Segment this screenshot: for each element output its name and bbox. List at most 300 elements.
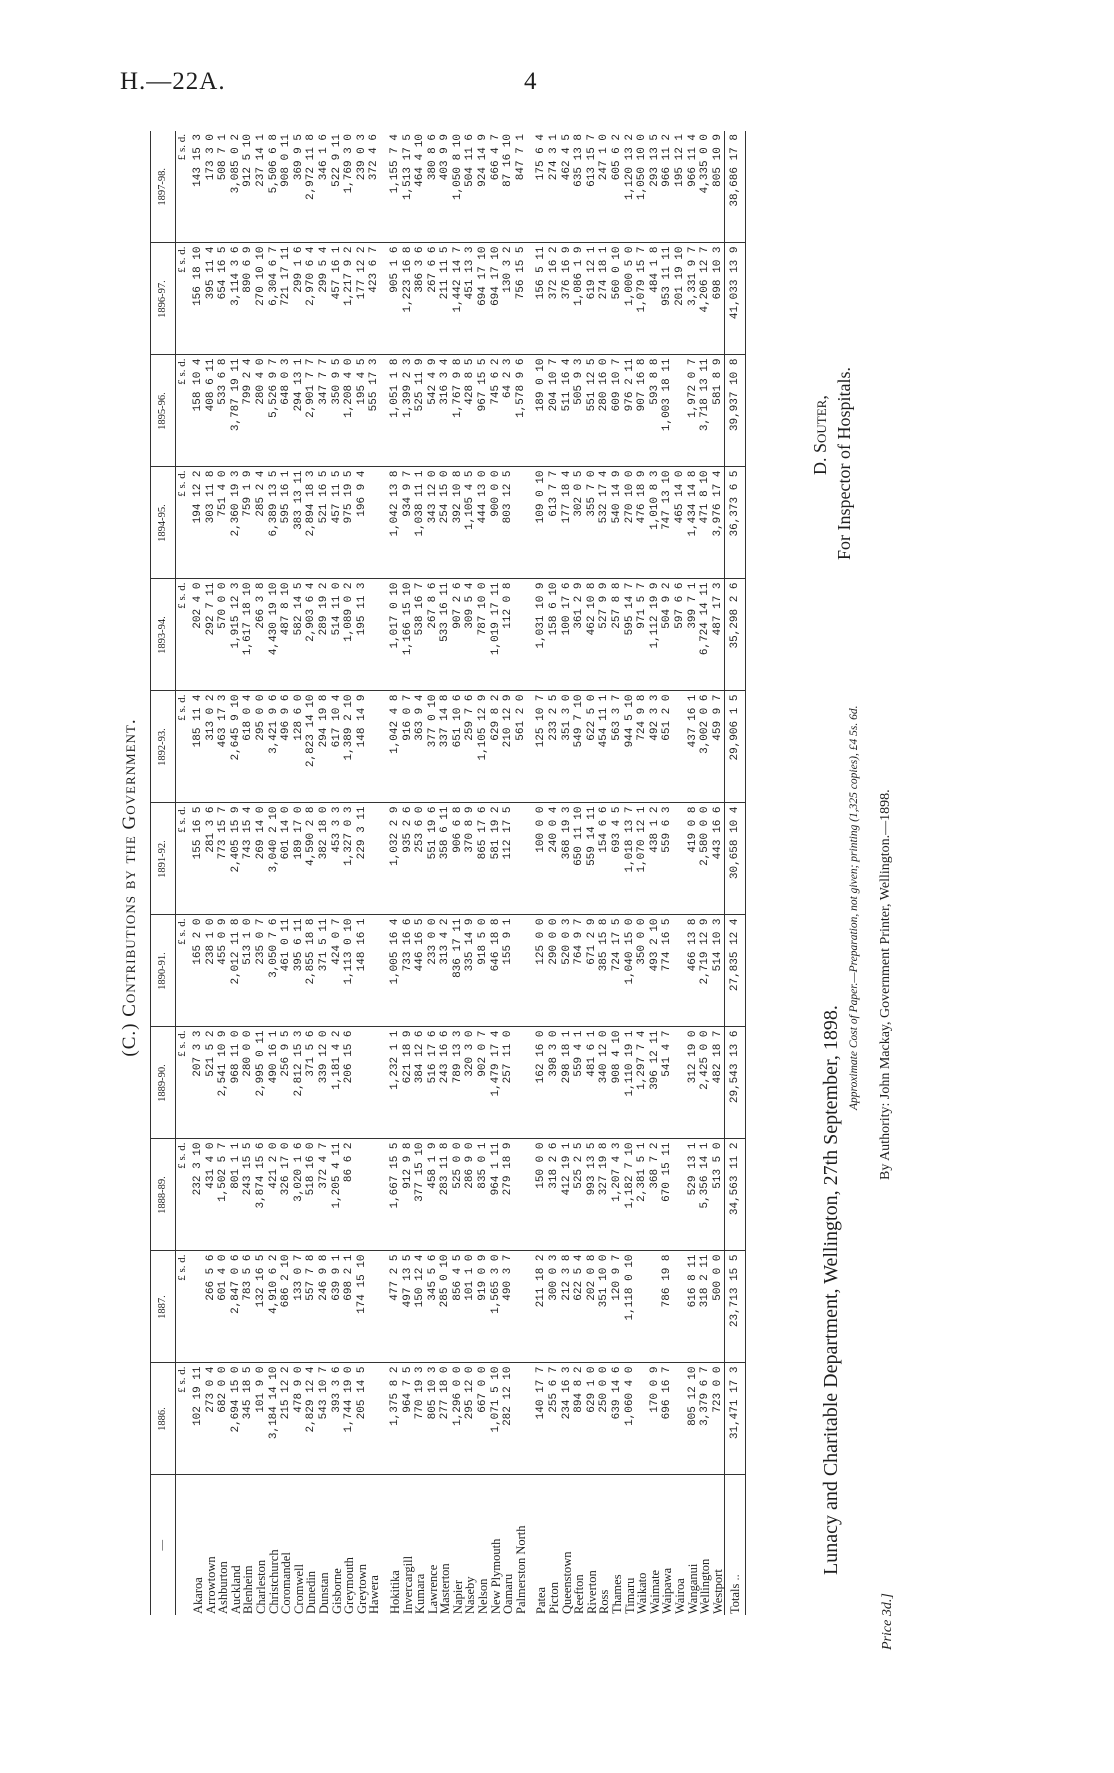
value-cell: 274 3 1 bbox=[548, 131, 561, 243]
table-row bbox=[343, 131, 356, 1615]
value-cell: 756 15 5 bbox=[515, 243, 528, 355]
value-cell: 2,901 7 7 bbox=[305, 355, 318, 467]
value-cell: 133 0 7 bbox=[293, 1251, 306, 1363]
value-cell: 966 11 2 bbox=[661, 131, 674, 243]
value-cell: 618 0 4 bbox=[242, 691, 255, 803]
value-cell: 555 17 3 bbox=[368, 355, 381, 467]
year-header: 1887. bbox=[151, 1251, 176, 1363]
value-cell: 212 3 8 bbox=[561, 1251, 574, 1363]
value-cell: 617 10 4 bbox=[331, 691, 344, 803]
value-cell: 453 3 3 bbox=[331, 803, 344, 915]
value-cell: 1,000 5 0 bbox=[624, 243, 637, 355]
value-cell: 964 7 5 bbox=[402, 1363, 415, 1475]
value-cell: 835 0 1 bbox=[477, 1139, 490, 1251]
value-cell: 2,829 12 4 bbox=[305, 1363, 318, 1475]
value-cell: 266 5 6 bbox=[205, 1251, 218, 1363]
value-cell: 549 7 10 bbox=[573, 691, 586, 803]
value-cell: 259 7 6 bbox=[464, 691, 477, 803]
units-label: £ s. d. bbox=[176, 243, 193, 355]
value-cell: 905 1 6 bbox=[389, 243, 402, 355]
value-cell: 358 6 11 bbox=[439, 803, 452, 915]
table-row bbox=[649, 131, 662, 1615]
value-cell: 532 17 4 bbox=[598, 467, 611, 579]
value-cell: 2,823 14 10 bbox=[305, 691, 318, 803]
value-cell: 696 16 7 bbox=[661, 1363, 674, 1475]
total-cell: 38,686 17 8 bbox=[725, 131, 746, 243]
value-cell: 919 0 9 bbox=[477, 1251, 490, 1363]
place-name: Patea bbox=[534, 1586, 549, 1614]
value-cell: 724 9 8 bbox=[636, 691, 649, 803]
value-cell: 300 0 3 bbox=[548, 1251, 561, 1363]
value-cell: 337 14 8 bbox=[439, 691, 452, 803]
value-cell: 376 16 9 bbox=[561, 243, 574, 355]
total-cell: 31,471 17 3 bbox=[725, 1363, 746, 1475]
value-cell: 538 16 7 bbox=[414, 579, 427, 691]
place-name: Lawrence bbox=[425, 1564, 440, 1614]
value-cell: 6,389 13 5 bbox=[268, 467, 281, 579]
total-cell: 23,713 15 5 bbox=[725, 1251, 746, 1363]
value-cell: 805 10 9 bbox=[712, 131, 725, 243]
value-cell: 343 12 0 bbox=[427, 467, 440, 579]
value-cell: 1,565 3 0 bbox=[490, 1251, 503, 1363]
value-cell: 318 2 6 bbox=[548, 1139, 561, 1251]
value-cell: 559 6 3 bbox=[661, 803, 674, 915]
value-cell: 971 5 7 bbox=[636, 579, 649, 691]
value-cell: 667 0 0 bbox=[477, 1363, 490, 1475]
value-cell: 431 4 0 bbox=[205, 1139, 218, 1251]
value-cell: 759 1 9 bbox=[242, 467, 255, 579]
units-label: £ s. d. bbox=[176, 691, 193, 803]
value-cell: 189 0 10 bbox=[535, 355, 548, 467]
value-cell bbox=[674, 915, 687, 1027]
value-cell: 912 5 10 bbox=[242, 131, 255, 243]
value-cell: 520 0 3 bbox=[561, 915, 574, 1027]
value-cell: 257 8 8 bbox=[611, 579, 624, 691]
table-row bbox=[402, 131, 415, 1615]
value-cell: 3,184 14 10 bbox=[268, 1363, 281, 1475]
value-cell: 619 12 1 bbox=[586, 243, 599, 355]
value-cell: 3,976 17 4 bbox=[712, 467, 725, 579]
value-cell: 4,206 12 7 bbox=[699, 243, 712, 355]
value-cell: 2,381 5 1 bbox=[636, 1139, 649, 1251]
value-cell: 1,769 3 0 bbox=[343, 131, 356, 243]
units-label: £ s. d. bbox=[176, 1027, 193, 1139]
place-name: Hokitika bbox=[387, 1570, 402, 1614]
value-cell: 266 3 8 bbox=[255, 579, 268, 691]
value-cell: 286 9 0 bbox=[464, 1139, 477, 1251]
value-cell: 803 12 5 bbox=[502, 467, 515, 579]
value-cell: 2,405 15 9 bbox=[230, 803, 243, 915]
value-cell: 2,894 18 3 bbox=[305, 467, 318, 579]
value-cell: 900 0 0 bbox=[490, 467, 503, 579]
value-cell: 635 13 8 bbox=[573, 131, 586, 243]
value-cell: 1,071 5 10 bbox=[490, 1363, 503, 1475]
value-cell bbox=[368, 803, 381, 915]
value-cell: 340 12 0 bbox=[598, 1027, 611, 1139]
value-cell: 1,513 17 5 bbox=[402, 131, 415, 243]
value-cell: 1,110 19 1 bbox=[624, 1027, 637, 1139]
value-cell: 522 9 11 bbox=[331, 131, 344, 243]
value-cell: 1,207 4 3 bbox=[611, 1139, 624, 1251]
table-row bbox=[368, 131, 381, 1615]
value-cell bbox=[636, 1251, 649, 1363]
value-cell: 541 4 7 bbox=[661, 1027, 674, 1139]
value-cell: 298 18 1 bbox=[561, 1027, 574, 1139]
table-row bbox=[414, 131, 427, 1615]
table-row bbox=[561, 131, 574, 1615]
value-cell bbox=[649, 1251, 662, 1363]
place-name: Wellington bbox=[698, 1558, 713, 1614]
value-cell: 514 11 0 bbox=[331, 579, 344, 691]
value-cell: 312 19 0 bbox=[687, 1027, 700, 1139]
value-cell: 1,617 18 10 bbox=[242, 579, 255, 691]
table-row bbox=[477, 131, 490, 1615]
value-cell bbox=[515, 467, 528, 579]
place-name: Napier bbox=[450, 1579, 465, 1614]
value-cell: 87 16 10 bbox=[502, 131, 515, 243]
value-cell: 280 16 0 bbox=[598, 355, 611, 467]
units-label: £ s. d. bbox=[176, 467, 193, 579]
value-cell: 211 18 2 bbox=[535, 1251, 548, 1363]
value-cell: 257 11 0 bbox=[502, 1027, 515, 1139]
value-cell: 318 2 11 bbox=[699, 1251, 712, 1363]
value-cell: 1,217 9 2 bbox=[343, 243, 356, 355]
value-cell: 1,042 13 8 bbox=[389, 467, 402, 579]
value-cell: 465 14 0 bbox=[674, 467, 687, 579]
value-cell: 458 1 9 bbox=[427, 1139, 440, 1251]
value-cell: 514 10 3 bbox=[712, 915, 725, 1027]
total-cell: 41,033 13 9 bbox=[725, 243, 746, 355]
table-row bbox=[573, 131, 586, 1615]
place-name: Nelson bbox=[476, 1578, 491, 1614]
value-cell: 543 10 7 bbox=[318, 1363, 331, 1475]
value-cell: 504 9 2 bbox=[661, 579, 674, 691]
value-cell: 2,972 11 8 bbox=[305, 131, 318, 243]
place-name: Arrowtown bbox=[203, 1556, 218, 1614]
value-cell: 975 19 5 bbox=[343, 467, 356, 579]
value-cell: 279 18 9 bbox=[502, 1139, 515, 1251]
value-cell: 525 0 0 bbox=[452, 1139, 465, 1251]
price-note: Price 3d.] bbox=[880, 1593, 895, 1650]
value-cell: 836 17 11 bbox=[452, 915, 465, 1027]
value-cell: 412 19 1 bbox=[561, 1139, 574, 1251]
value-cell: 2,012 11 8 bbox=[230, 915, 243, 1027]
value-cell: 525 11 9 bbox=[414, 355, 427, 467]
value-cell: 490 3 7 bbox=[502, 1251, 515, 1363]
value-cell: 6,724 14 11 bbox=[699, 579, 712, 691]
place-name: Akaroa bbox=[191, 1577, 205, 1614]
value-cell: 385 15 8 bbox=[598, 915, 611, 1027]
value-cell: 1,915 12 3 bbox=[230, 579, 243, 691]
value-cell: 513 5 0 bbox=[712, 1139, 725, 1251]
table-row bbox=[464, 131, 477, 1615]
total-cell: 27,835 12 4 bbox=[725, 915, 746, 1027]
table-row bbox=[318, 131, 331, 1615]
value-cell: 202 4 0 bbox=[192, 579, 205, 691]
value-cell: 355 7 0 bbox=[586, 467, 599, 579]
value-cell: 277 18 0 bbox=[439, 1363, 452, 1475]
value-cell: 774 16 5 bbox=[661, 915, 674, 1027]
value-cell: 392 10 8 bbox=[452, 467, 465, 579]
value-cell: 267 6 6 bbox=[427, 243, 440, 355]
value-cell: 395 6 11 bbox=[293, 915, 306, 1027]
value-cell bbox=[515, 1363, 528, 1475]
value-cell: 613 15 7 bbox=[586, 131, 599, 243]
value-cell: 239 0 3 bbox=[356, 131, 369, 243]
value-cell: 1,297 7 4 bbox=[636, 1027, 649, 1139]
value-cell bbox=[356, 1027, 369, 1139]
total-cell: 35,298 2 6 bbox=[725, 579, 746, 691]
value-cell: 292 7 11 bbox=[205, 579, 218, 691]
value-cell: 1,479 17 4 bbox=[490, 1027, 503, 1139]
value-cell: 132 16 5 bbox=[255, 1251, 268, 1363]
value-cell: 313 0 2 bbox=[205, 691, 218, 803]
value-cell: 177 18 4 bbox=[561, 467, 574, 579]
place-name: Ashburton bbox=[216, 1561, 231, 1614]
value-cell: 1,767 9 8 bbox=[452, 355, 465, 467]
value-cell: 1,060 4 0 bbox=[624, 1363, 637, 1475]
value-cell: 205 14 5 bbox=[356, 1363, 369, 1475]
place-name: Hawera bbox=[367, 1575, 382, 1614]
value-cell: 481 6 1 bbox=[586, 1027, 599, 1139]
value-cell: 724 17 5 bbox=[611, 915, 624, 1027]
value-cell: 446 16 5 bbox=[414, 915, 427, 1027]
value-cell: 694 17 10 bbox=[477, 243, 490, 355]
value-cell: 521 16 5 bbox=[318, 467, 331, 579]
value-cell: 1,166 15 10 bbox=[402, 579, 415, 691]
table-row bbox=[624, 131, 637, 1615]
value-cell: 686 2 10 bbox=[280, 1251, 293, 1363]
value-cell: 907 16 8 bbox=[636, 355, 649, 467]
value-cell: 281 3 6 bbox=[205, 803, 218, 915]
value-cell: 944 5 10 bbox=[624, 691, 637, 803]
value-cell: 477 2 5 bbox=[389, 1251, 402, 1363]
value-cell: 916 0 7 bbox=[402, 691, 415, 803]
value-cell: 890 6 9 bbox=[242, 243, 255, 355]
value-cell: 2,903 6 4 bbox=[305, 579, 318, 691]
table-row bbox=[636, 131, 649, 1615]
value-cell bbox=[356, 1139, 369, 1251]
value-cell: 383 13 11 bbox=[293, 467, 306, 579]
table-row bbox=[586, 131, 599, 1615]
value-cell: 2,855 18 8 bbox=[305, 915, 318, 1027]
table-row bbox=[712, 131, 725, 1615]
value-cell bbox=[515, 579, 528, 691]
value-cell: 195 4 5 bbox=[356, 355, 369, 467]
value-cell bbox=[515, 915, 528, 1027]
value-cell: 3,020 1 6 bbox=[293, 1139, 306, 1251]
total-cell: 36,373 6 5 bbox=[725, 467, 746, 579]
value-cell: 2,645 9 10 bbox=[230, 691, 243, 803]
value-cell: 542 4 9 bbox=[427, 355, 440, 467]
value-cell bbox=[674, 1139, 687, 1251]
value-cell: 968 11 0 bbox=[230, 1027, 243, 1139]
value-cell: 1,032 2 9 bbox=[389, 803, 402, 915]
table-row bbox=[548, 131, 561, 1615]
value-cell: 165 2 0 bbox=[192, 915, 205, 1027]
table-row bbox=[699, 131, 712, 1615]
value-cell: 451 13 3 bbox=[464, 243, 477, 355]
value-cell: 396 12 11 bbox=[649, 1027, 662, 1139]
value-cell: 128 6 0 bbox=[293, 691, 306, 803]
value-cell: 2,719 12 9 bbox=[699, 915, 712, 1027]
value-cell: 525 2 5 bbox=[573, 1139, 586, 1251]
value-cell: 693 4 5 bbox=[611, 803, 624, 915]
table-heading: (C.) Contributions by the Government. bbox=[119, 718, 140, 1057]
value-cell: 462 4 5 bbox=[561, 131, 574, 243]
value-cell: 1,079 15 7 bbox=[636, 243, 649, 355]
value-cell: 497 13 5 bbox=[402, 1251, 415, 1363]
year-header: 1891-92. bbox=[151, 803, 176, 915]
value-cell: 393 3 6 bbox=[331, 1363, 344, 1475]
table-row bbox=[661, 131, 674, 1615]
value-cell: 189 17 0 bbox=[293, 803, 306, 915]
signatory-title: For Inspector of Hospitals. bbox=[834, 367, 854, 560]
value-cell: 1,375 8 2 bbox=[389, 1363, 402, 1475]
year-header: 1895-96. bbox=[151, 355, 176, 467]
units-label: £ s. d. bbox=[176, 915, 193, 1027]
value-cell: 629 1 0 bbox=[586, 1363, 599, 1475]
place-name: Kumara bbox=[413, 1573, 428, 1614]
value-cell: 557 7 8 bbox=[305, 1251, 318, 1363]
value-cell: 240 0 4 bbox=[548, 803, 561, 915]
value-cell: 1,327 0 3 bbox=[343, 803, 356, 915]
value-cell: 290 0 0 bbox=[548, 915, 561, 1027]
value-cell: 482 18 7 bbox=[712, 1027, 725, 1139]
value-cell: 437 16 1 bbox=[687, 691, 700, 803]
place-name: Masterton bbox=[438, 1563, 453, 1614]
value-cell: 100 0 0 bbox=[535, 803, 548, 915]
value-cell: 339 12 0 bbox=[318, 1027, 331, 1139]
value-cell: 789 13 3 bbox=[452, 1027, 465, 1139]
value-cell: 428 8 5 bbox=[464, 355, 477, 467]
place-name: Waikato bbox=[635, 1572, 650, 1614]
value-cell: 150 12 4 bbox=[414, 1251, 427, 1363]
value-cell: 283 11 8 bbox=[439, 1139, 452, 1251]
value-cell: 670 15 11 bbox=[661, 1139, 674, 1251]
value-cell: 801 1 1 bbox=[230, 1139, 243, 1251]
value-cell bbox=[515, 803, 528, 915]
year-header: 1886. bbox=[151, 1363, 176, 1475]
value-cell: 210 12 9 bbox=[502, 691, 515, 803]
value-cell: 799 2 4 bbox=[242, 355, 255, 467]
value-cell: 3,040 2 10 bbox=[268, 803, 281, 915]
totals-row: Totals .. 31,471 17 3 23,713 15 5 34,563 11 2 29,543 13 6 27,835 12 4 30,658 10 4 29,906 1 5 35,298 2 6 36,373 6 5 39,937 10 8 41,033 13 9 38,686 17 8 bbox=[725, 131, 746, 1615]
value-cell bbox=[674, 1027, 687, 1139]
year-header: 1889-90. bbox=[151, 1027, 176, 1139]
value-cell: 156 18 10 bbox=[192, 243, 205, 355]
value-cell: 1,113 0 10 bbox=[343, 915, 356, 1027]
value-cell: 368 7 2 bbox=[649, 1139, 662, 1251]
value-cell: 155 16 5 bbox=[192, 803, 205, 915]
value-cell: 211 11 5 bbox=[439, 243, 452, 355]
value-cell: 504 11 6 bbox=[464, 131, 477, 243]
value-cell: 462 10 8 bbox=[586, 579, 599, 691]
value-cell: 605 6 2 bbox=[611, 131, 624, 243]
value-cell: 398 3 0 bbox=[548, 1027, 561, 1139]
place-name: Dunstan bbox=[316, 1572, 331, 1614]
value-cell: 350 0 0 bbox=[636, 915, 649, 1027]
value-cell: 907 2 6 bbox=[452, 579, 465, 691]
value-cell: 865 17 6 bbox=[477, 803, 490, 915]
value-cell: 250 0 0 bbox=[598, 1363, 611, 1475]
value-cell: 270 10 10 bbox=[255, 243, 268, 355]
table-row bbox=[502, 131, 515, 1615]
value-cell: 505 9 3 bbox=[573, 355, 586, 467]
value-cell: 639 14 6 bbox=[611, 1363, 624, 1475]
value-cell: 518 16 0 bbox=[305, 1139, 318, 1251]
value-cell: 125 10 7 bbox=[535, 691, 548, 803]
signatory-name: D. Souter, bbox=[810, 395, 830, 475]
units-label: £ s. d. bbox=[176, 355, 193, 467]
value-cell: 721 17 11 bbox=[280, 243, 293, 355]
place-name: Westport bbox=[710, 1569, 725, 1614]
table-row bbox=[515, 131, 528, 1615]
value-cell: 457 11 5 bbox=[331, 467, 344, 579]
table-row bbox=[674, 131, 687, 1615]
value-cell: 253 6 0 bbox=[414, 803, 427, 915]
value-cell: 745 6 2 bbox=[490, 355, 503, 467]
value-cell: 533 16 11 bbox=[439, 579, 452, 691]
value-cell: 2,541 10 9 bbox=[217, 1027, 230, 1139]
value-cell: 346 1 6 bbox=[318, 131, 331, 243]
value-cell: 912 9 8 bbox=[402, 1139, 415, 1251]
value-cell: 112 0 8 bbox=[502, 579, 515, 691]
value-cell: 370 8 9 bbox=[464, 803, 477, 915]
table-row bbox=[305, 131, 318, 1615]
value-cell: 964 1 11 bbox=[490, 1139, 503, 1251]
value-cell: 294 19 8 bbox=[318, 691, 331, 803]
value-cell: 5,506 6 8 bbox=[268, 131, 281, 243]
value-cell: 934 9 7 bbox=[402, 467, 415, 579]
value-cell: 1,232 1 1 bbox=[389, 1027, 402, 1139]
table-row bbox=[293, 131, 306, 1615]
value-cell: 698 2 1 bbox=[343, 1251, 356, 1363]
value-cell: 464 4 10 bbox=[414, 131, 427, 243]
value-cell: 143 15 3 bbox=[192, 131, 205, 243]
value-cell: 1,120 13 2 bbox=[624, 131, 637, 243]
value-cell: 395 11 4 bbox=[205, 243, 218, 355]
value-cell: 551 19 6 bbox=[427, 803, 440, 915]
value-cell: 101 9 0 bbox=[255, 1363, 268, 1475]
value-cell: 751 4 0 bbox=[217, 467, 230, 579]
value-cell: 303 11 8 bbox=[205, 467, 218, 579]
value-cell: 805 10 3 bbox=[427, 1363, 440, 1475]
value-cell: 559 4 1 bbox=[573, 1027, 586, 1139]
value-cell: 786 19 8 bbox=[661, 1251, 674, 1363]
value-cell: 500 0 0 bbox=[712, 1251, 725, 1363]
table-row bbox=[687, 131, 700, 1615]
table-row bbox=[490, 131, 503, 1615]
value-cell: 3,085 0 2 bbox=[230, 131, 243, 243]
place-name: Greymouth bbox=[342, 1557, 357, 1614]
place-name: Riverton bbox=[584, 1570, 599, 1614]
value-cell: 86 6 2 bbox=[343, 1139, 356, 1251]
value-cell: 1,667 15 5 bbox=[389, 1139, 402, 1251]
value-cell: 3,787 19 11 bbox=[230, 355, 243, 467]
place-name: Oamaru bbox=[501, 1573, 516, 1614]
value-cell: 967 15 5 bbox=[477, 355, 490, 467]
value-cell: 148 14 9 bbox=[356, 691, 369, 803]
value-cell: 521 5 2 bbox=[205, 1027, 218, 1139]
value-cell: 698 10 3 bbox=[712, 243, 725, 355]
value-cell: 285 0 10 bbox=[439, 1251, 452, 1363]
value-cell: 175 6 4 bbox=[535, 131, 548, 243]
value-cell: 267 8 6 bbox=[427, 579, 440, 691]
value-cell: 3,331 9 7 bbox=[687, 243, 700, 355]
document-reference: H.—22A. bbox=[120, 68, 226, 95]
value-cell: 309 5 4 bbox=[464, 579, 477, 691]
